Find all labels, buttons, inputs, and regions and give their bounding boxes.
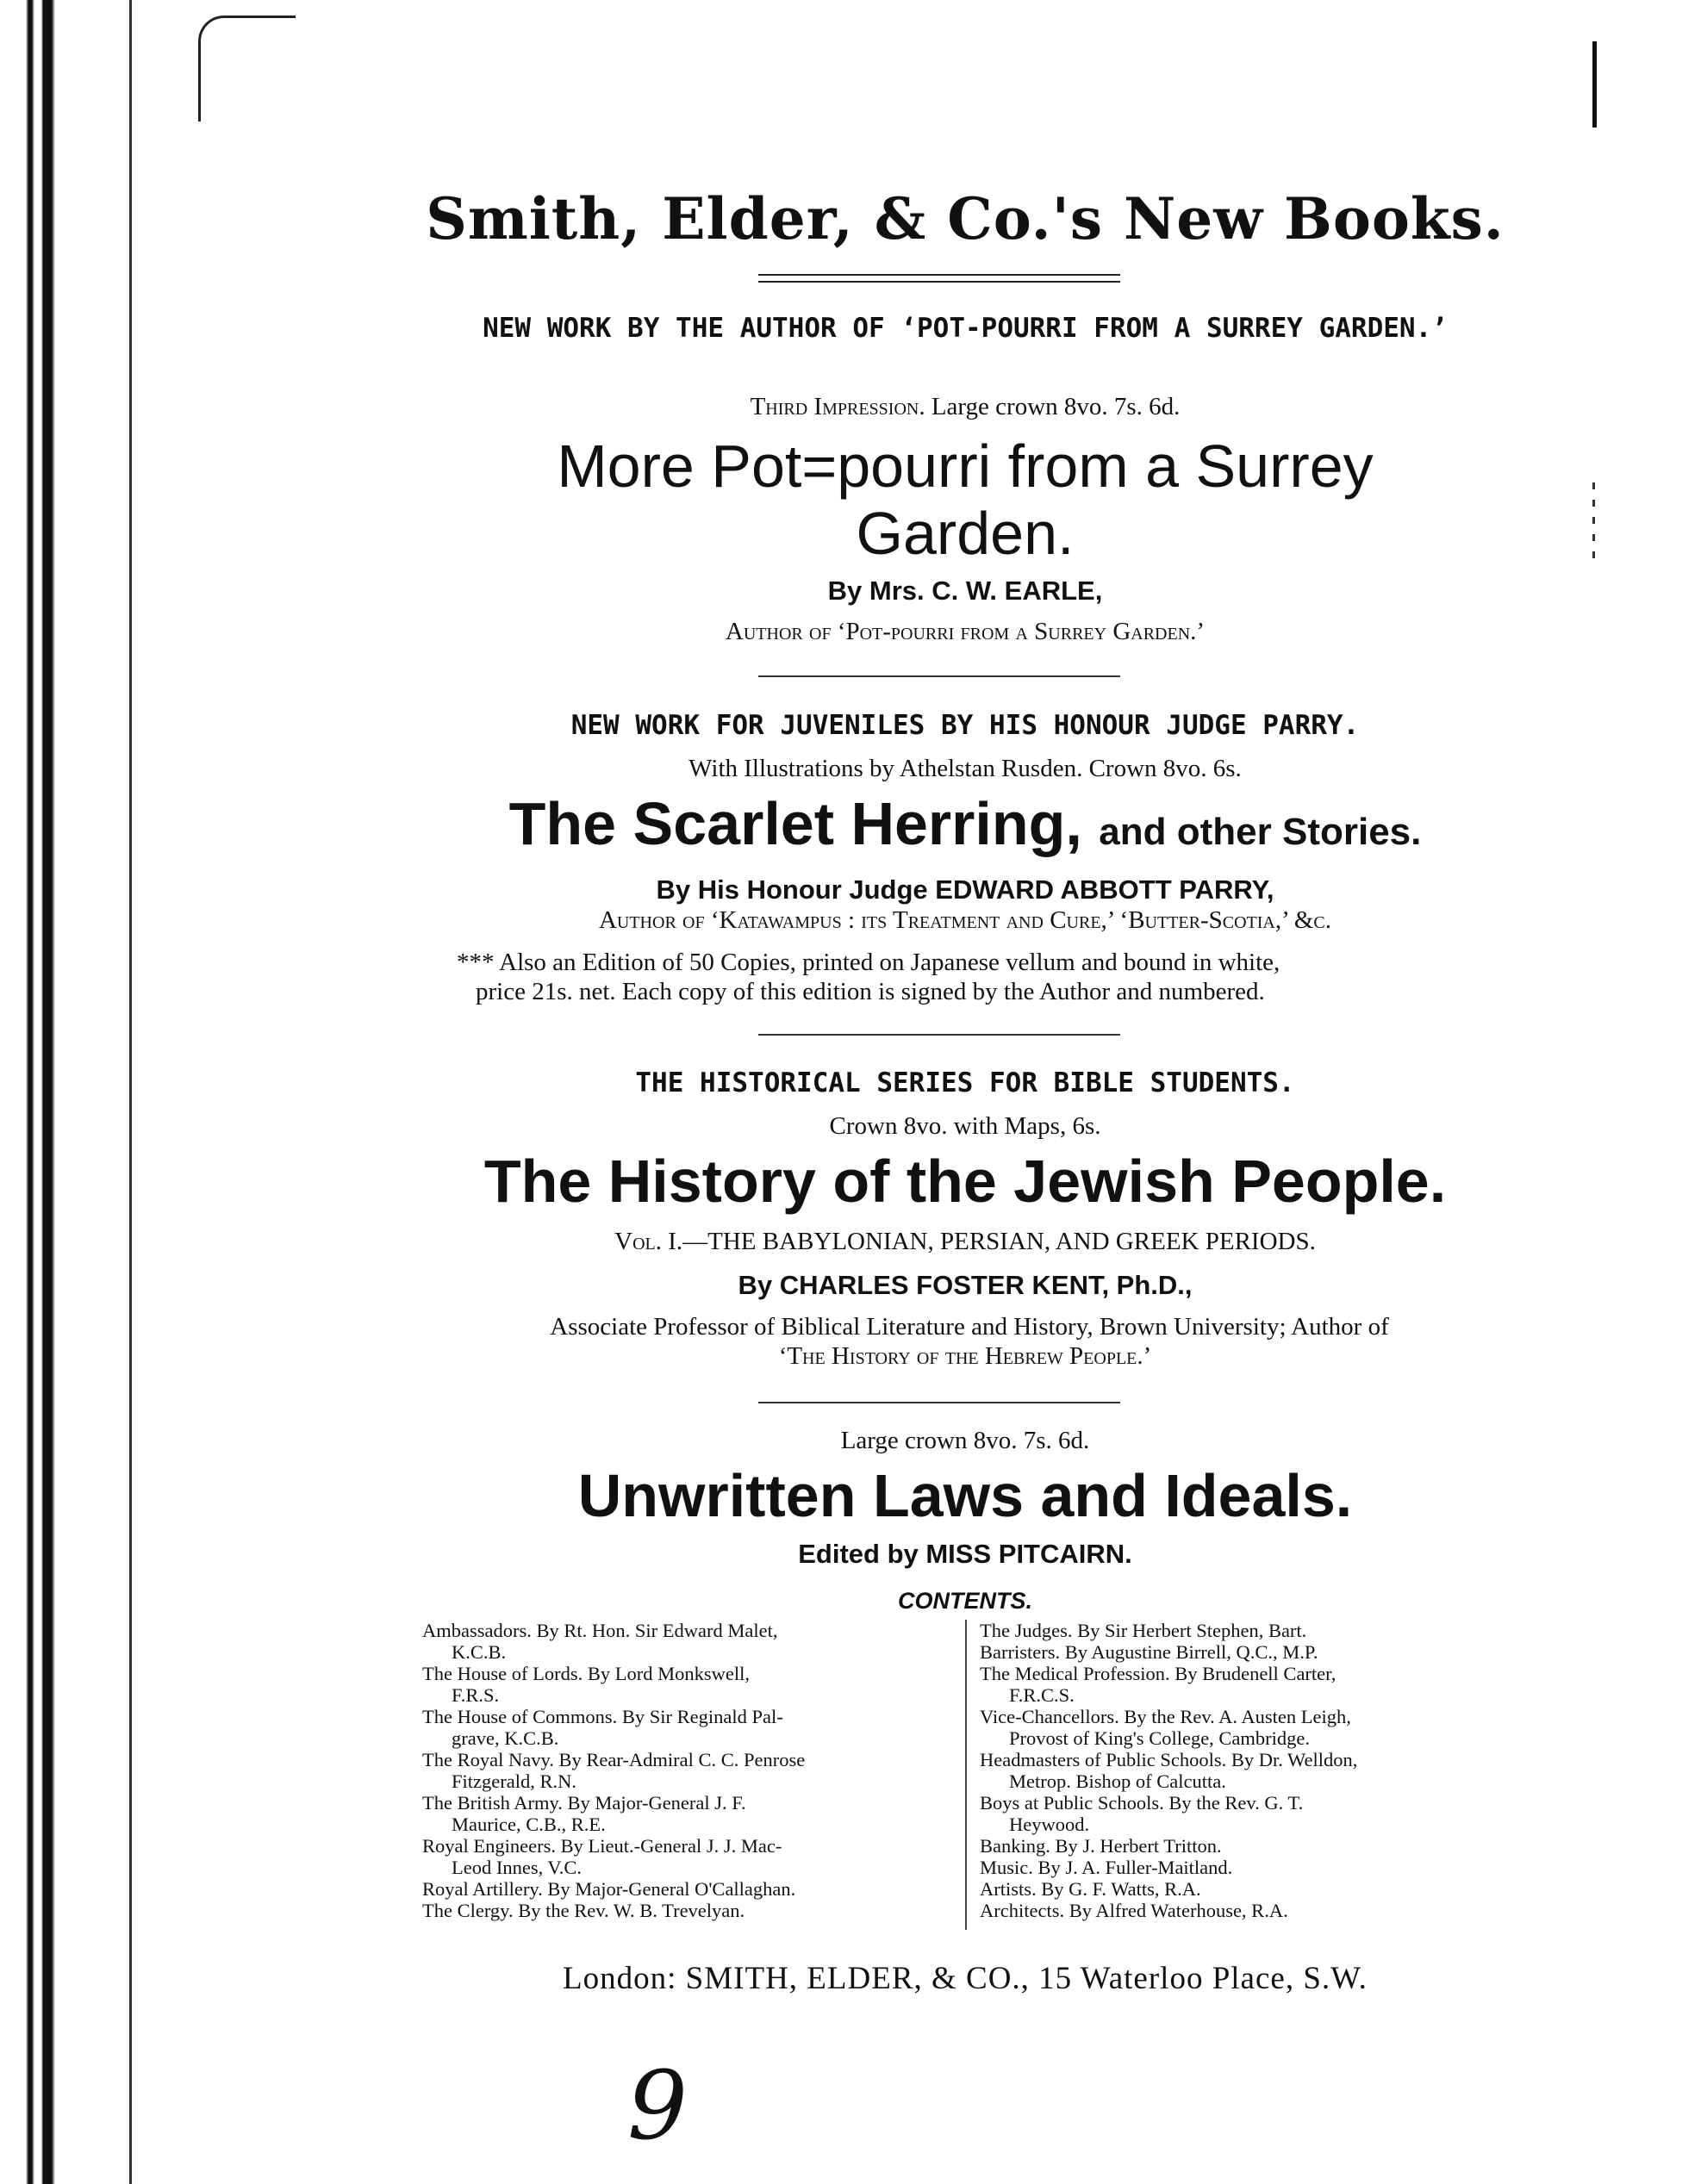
contents-entry-text: Boys at Public Schools. By the Rev. G. T.	[980, 1792, 1304, 1814]
contents-entry	[980, 1641, 1514, 1663]
book2-title-main: The Scarlet Herring,	[508, 790, 1082, 857]
book2-note-line2: price 21s. net. Each copy of this edition is signed by the Author and numbered.	[476, 978, 1265, 1005]
contents-entry	[422, 1620, 956, 1663]
book2-spec: With Illustrations by Athelstan Rusden. Crown 8vo. 6s.	[688, 755, 1242, 782]
contents-entry-text: Banking. By J. Herbert Tritton.	[980, 1835, 1222, 1857]
binding-edge-shadow	[26, 0, 55, 2184]
section-rule	[758, 1034, 1120, 1036]
publisher-masthead: Smith, Elder, & Co.'s New Books.	[426, 185, 1505, 252]
contents-entry-text: Vice-Chancellors. By the Rev. A. Austen Leigh,	[980, 1706, 1351, 1727]
book2-heading: NEW WORK FOR JUVENILES BY HIS HONOUR JUDGE PARRY.	[570, 710, 1360, 741]
contents-entry-continuation: Fitzgerald, R.N.	[452, 1770, 576, 1792]
margin-dots	[1592, 482, 1595, 560]
book1-impression: Third Impression.	[750, 393, 925, 420]
book1-heading: NEW WORK BY THE AUTHOR OF ‘POT-POURRI FROM A SURREY GARDEN.’	[483, 313, 1448, 344]
contents-entry	[980, 1835, 1514, 1857]
book2-title-rest: and other Stories.	[1099, 811, 1422, 853]
masthead-rule	[758, 274, 1120, 283]
contents-entry-continuation: K.C.B.	[452, 1641, 507, 1663]
contents-entry	[980, 1749, 1514, 1792]
contents-left-column	[422, 1620, 956, 1921]
binding-edge-line	[129, 0, 132, 2184]
contents-entry	[980, 1663, 1514, 1706]
contents-entry-text: Music. By J. A. Fuller-Maitland.	[980, 1857, 1233, 1878]
book2-byline: By His Honour Judge EDWARD ABBOTT PARRY,	[656, 874, 1274, 905]
margin-tick	[1592, 41, 1597, 128]
book1-format: Large crown 8vo. 7s. 6d.	[931, 393, 1181, 420]
contents-entry-text: Royal Engineers. By Lieut.-General J. J. Mac-	[422, 1835, 782, 1857]
contents-entry	[422, 1900, 956, 1921]
handwritten-page-number: 9	[627, 2050, 688, 2161]
contents-entry-continuation: Metrop. Bishop of Calcutta.	[1009, 1770, 1226, 1792]
contents-entry-text: The Judges. By Sir Herbert Stephen, Bart.	[980, 1620, 1307, 1641]
contents-entry-text: Barristers. By Augustine Birrell, Q.C., M.P.	[980, 1641, 1318, 1663]
contents-heading: CONTENTS.	[897, 1588, 1032, 1614]
contents-entry	[980, 1792, 1514, 1835]
contents-entry-text: The House of Lords. By Lord Monkswell,	[422, 1663, 750, 1684]
contents-entry	[980, 1620, 1514, 1641]
contents-entry	[422, 1706, 956, 1749]
book1-spec	[405, 392, 1525, 421]
book3-volume: Vol. I.—THE BABYLONIAN, PERSIAN, AND GREEK PERIODS.	[614, 1228, 1316, 1255]
book1-title-line2: Garden.	[856, 500, 1075, 567]
book1-author-of: Author of ‘Pot-pourri from a Surrey Garden.’	[725, 618, 1206, 645]
contents-entry-continuation: Leod Innes, V.C.	[452, 1857, 583, 1878]
section-rule	[758, 675, 1120, 677]
contents-entry-text: Headmasters of Public Schools. By Dr. Welldon,	[980, 1749, 1358, 1770]
book3-spec: Crown 8vo. with Maps, 6s.	[829, 1112, 1101, 1140]
contents-entry-text: The Medical Profession. By Brudenell Carter,	[980, 1663, 1336, 1684]
contents-entry-continuation: F.R.S.	[452, 1684, 500, 1706]
book4-byline: Edited by MISS PITCAIRN.	[798, 1539, 1132, 1569]
book2-title	[405, 788, 1525, 868]
corner-mark	[198, 16, 296, 121]
contents-entry	[422, 1663, 956, 1706]
contents-entry	[980, 1878, 1514, 1900]
contents-entry	[422, 1835, 956, 1878]
contents-entry-text: Artists. By G. F. Watts, R.A.	[980, 1878, 1201, 1900]
contents-entry-continuation: F.R.C.S.	[1009, 1684, 1075, 1706]
contents-entry-text: Architects. By Alfred Waterhouse, R.A.	[980, 1900, 1288, 1921]
book2-author-of: Author of ‘Katawampus : its Treatment and Cure,’ ‘Butter-Scotia,’ &c.	[598, 906, 1332, 934]
contents-entry	[980, 1706, 1514, 1749]
book3-byline: By CHARLES FOSTER KENT, Ph.D.,	[738, 1270, 1193, 1300]
contents-divider	[965, 1620, 967, 1930]
contents-entry-text: The Clergy. By the Rev. W. B. Trevelyan.	[422, 1900, 745, 1921]
book1-title-line1: More Pot=pourri from a Surrey	[557, 432, 1374, 500]
book1-byline: By Mrs. C. W. EARLE,	[827, 576, 1103, 606]
contents-entry-text: The British Army. By Major-General J. F.	[422, 1792, 746, 1814]
book4-title: Unwritten Laws and Ideals.	[577, 1462, 1353, 1529]
book4-spec: Large crown 8vo. 7s. 6d.	[840, 1427, 1090, 1454]
contents-entry	[980, 1857, 1514, 1878]
publisher-imprint: London: SMITH, ELDER, & CO., 15 Waterloo Place, S.W.	[563, 1961, 1368, 1996]
book3-heading: THE HISTORICAL SERIES FOR BIBLE STUDENTS.	[635, 1067, 1295, 1098]
book3-author-of-line1: Associate Professor of Biblical Literature and History, Brown University; Author of	[550, 1313, 1389, 1341]
section-rule	[758, 1402, 1120, 1403]
contents-entry-continuation: Maurice, C.B., R.E.	[452, 1814, 606, 1835]
book2-note-line1: *** Also an Edition of 50 Copies, printed on Japanese vellum and bound in white,	[457, 949, 1280, 976]
contents-entry-text: Royal Artillery. By Major-General O'Callaghan.	[422, 1878, 796, 1900]
contents-entry-text: The House of Commons. By Sir Reginald Pal-	[422, 1706, 783, 1727]
book3-title: The History of the Jewish People.	[483, 1148, 1447, 1215]
contents-entry	[422, 1749, 956, 1792]
contents-entry	[422, 1792, 956, 1835]
contents-right-column	[980, 1620, 1514, 1921]
contents-entry-continuation: Heywood.	[1009, 1814, 1090, 1835]
contents-entry-continuation: Provost of King's College, Cambridge.	[1009, 1727, 1311, 1749]
contents-entry	[422, 1878, 956, 1900]
contents-entry-text: Ambassadors. By Rt. Hon. Sir Edward Malet,	[422, 1620, 778, 1641]
book3-author-of-line2: ‘The History of the Hebrew People.’	[778, 1342, 1152, 1370]
contents-entry-continuation: grave, K.C.B.	[452, 1727, 559, 1749]
contents-entry	[980, 1900, 1514, 1921]
contents-entry-text: The Royal Navy. By Rear-Admiral C. C. Penrose	[422, 1749, 806, 1770]
